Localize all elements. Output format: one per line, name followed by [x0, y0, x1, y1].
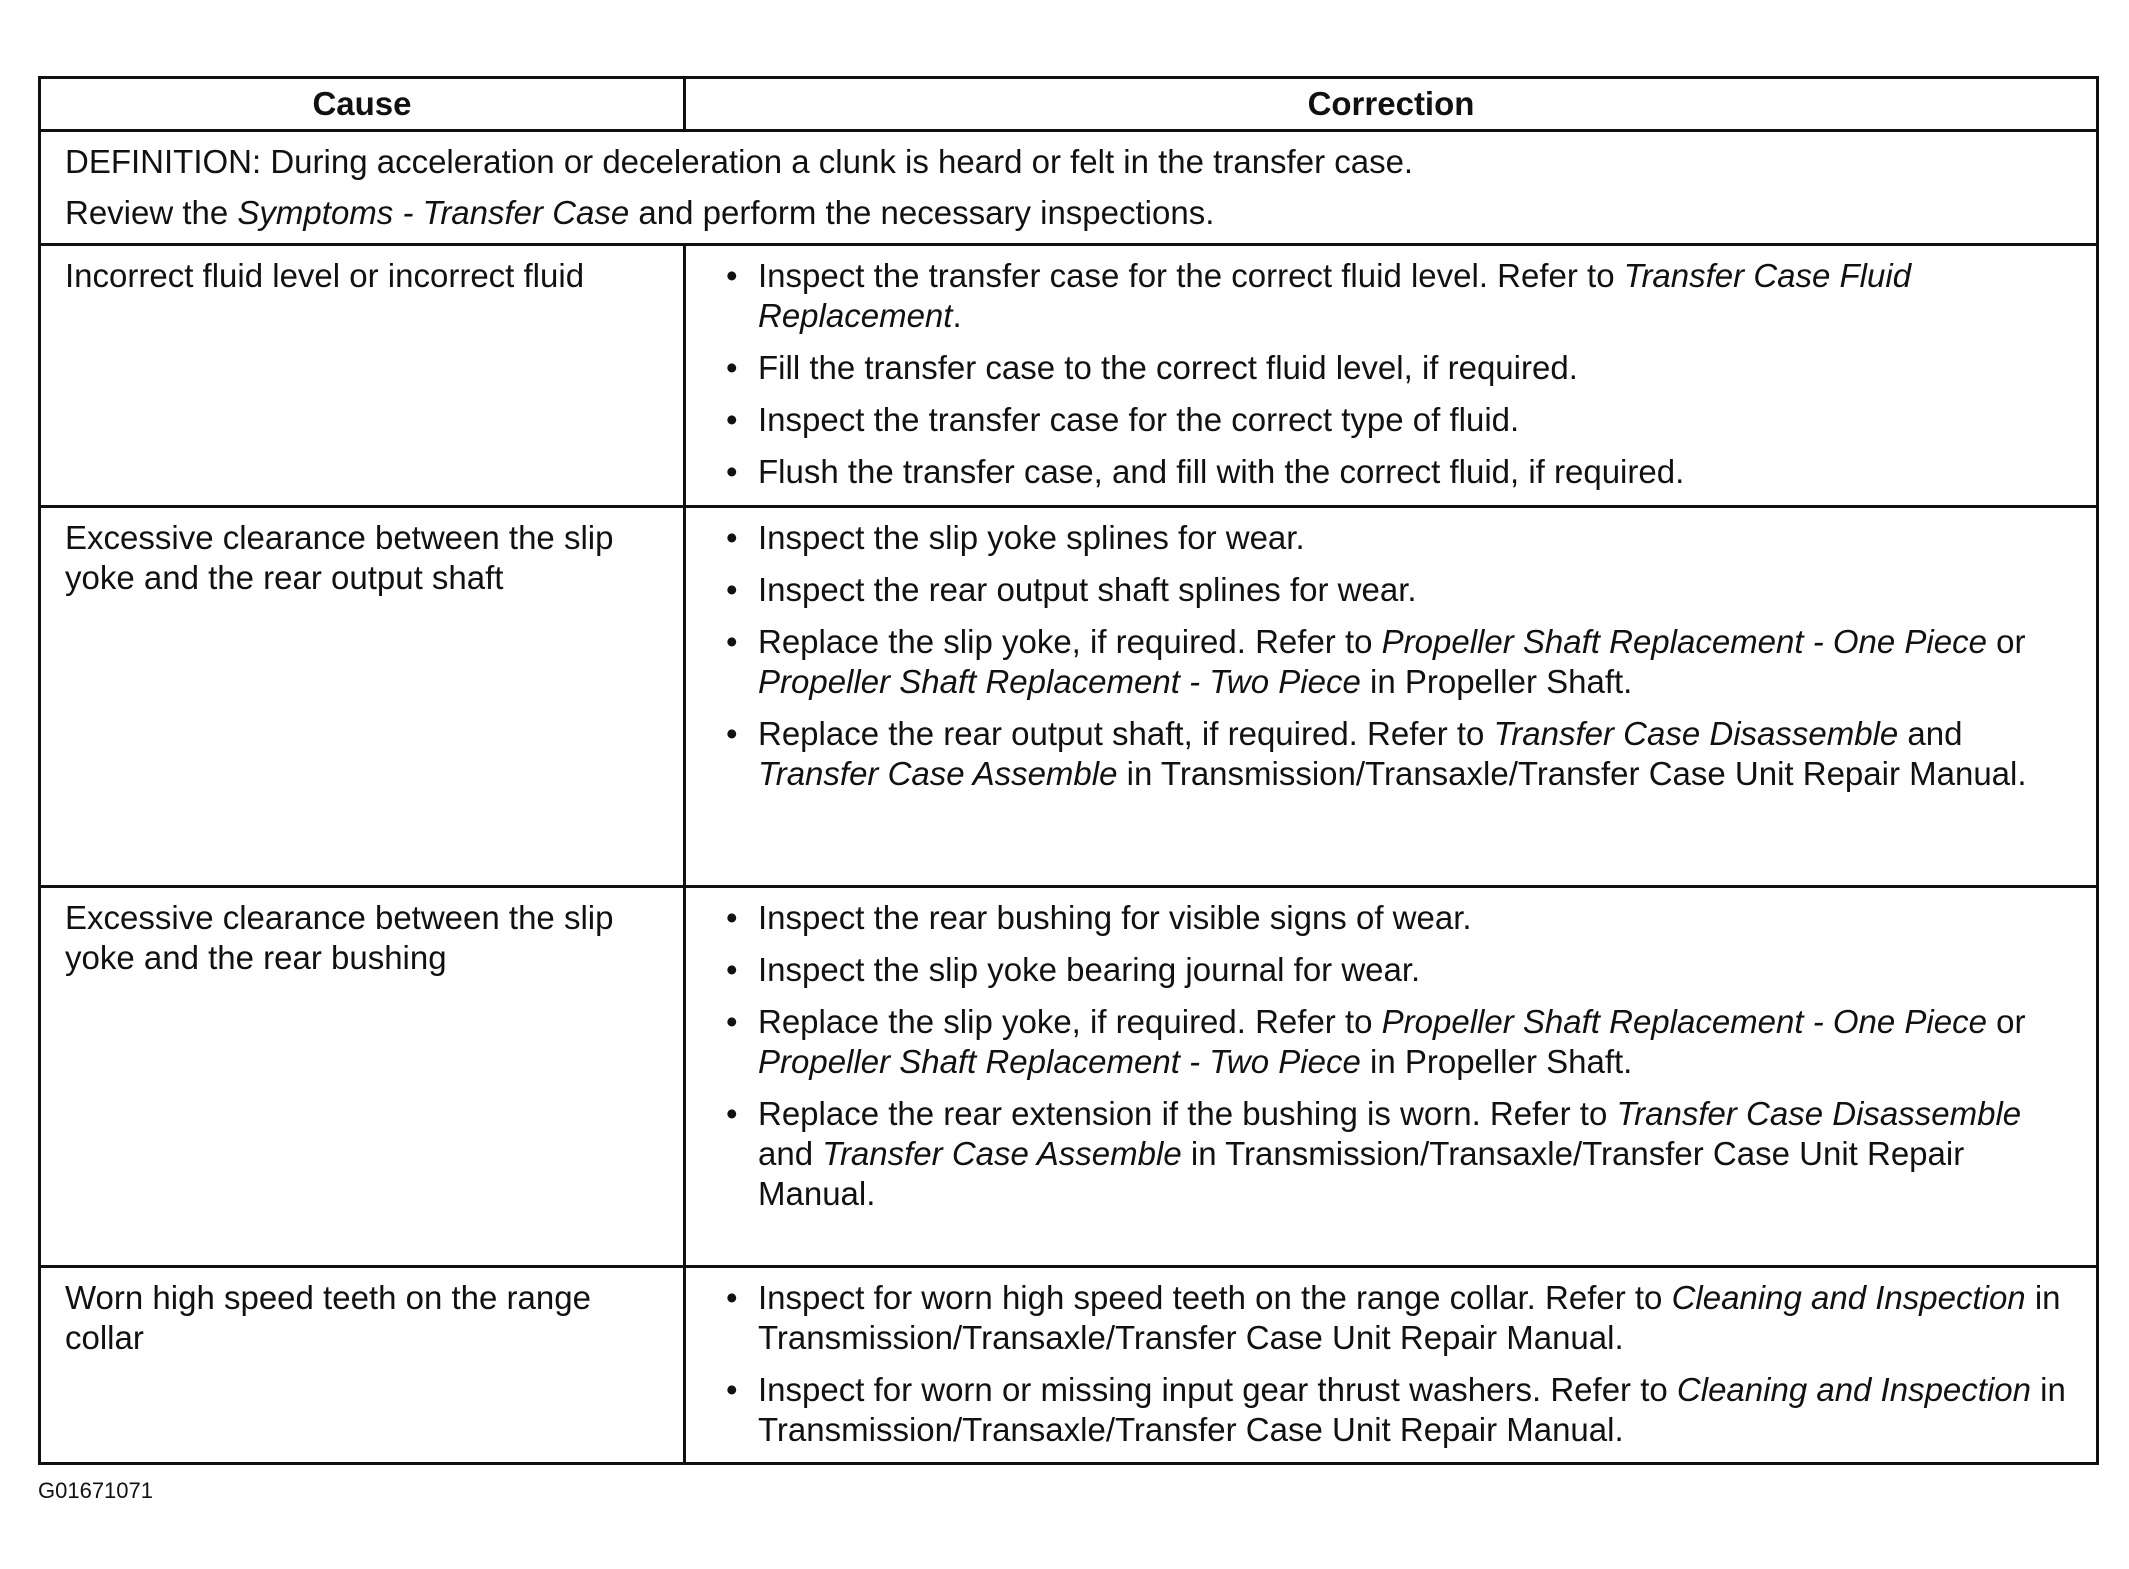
- correction-text: in Transmission/Transaxle/Transfer Case Unit Repair Manual.: [758, 1371, 2066, 1448]
- correction-text: or: [1986, 1003, 2026, 1040]
- correction-text: Fill the transfer case to the correct fluid level, if required.: [758, 349, 1578, 386]
- cause-cell: Excessive clearance between the slip yoke and the rear bushing: [40, 887, 685, 1267]
- correction-text: Inspect the slip yoke splines for wear.: [758, 519, 1305, 556]
- correction-item: [726, 1278, 2076, 1358]
- reference-link: Transfer Case Disassemble: [1616, 1095, 2022, 1132]
- header-row: [40, 78, 2098, 131]
- correction-text: Replace the rear extension if the bushing is worn. Refer to: [758, 1095, 1617, 1132]
- reference-link: Transfer Case Assemble: [822, 1135, 1182, 1172]
- cause-correction-table: [38, 76, 2099, 1465]
- correction-item: [726, 570, 2076, 610]
- correction-text: Inspect the rear bushing for visible signs of wear.: [758, 899, 1472, 936]
- correction-cell: [685, 1267, 2098, 1464]
- correction-text: .: [952, 297, 962, 334]
- correction-text: in Transmission/Transaxle/Transfer Case Unit Repair Manual.: [1117, 755, 2027, 792]
- correction-text: Inspect for worn high speed teeth on the range collar. Refer to: [758, 1279, 1672, 1316]
- reference-link: Cleaning and Inspection: [1671, 1279, 2026, 1316]
- symptoms-link: Symptoms - Transfer Case: [237, 194, 630, 231]
- correction-text: Replace the slip yoke, if required. Refer to: [758, 623, 1382, 660]
- correction-text: and: [1898, 715, 1963, 752]
- correction-item: [726, 518, 2076, 558]
- correction-text: Flush the transfer case, and fill with the correct fluid, if required.: [758, 453, 1685, 490]
- correction-text: in Transmission/Transaxle/Transfer Case Unit Repair Manual.: [758, 1279, 2061, 1356]
- definition-row: [40, 131, 2098, 245]
- reference-link: Transfer Case Fluid Replacement: [758, 257, 1912, 334]
- correction-text: Inspect the transfer case for the correct fluid level. Refer to: [758, 257, 1624, 294]
- reference-link: Cleaning and Inspection: [1676, 1371, 2031, 1408]
- correction-list: [726, 898, 2076, 1214]
- correction-text: Inspect for worn or missing input gear thrust washers. Refer to: [758, 1371, 1677, 1408]
- correction-text: Replace the slip yoke, if required. Refer to: [758, 1003, 1382, 1040]
- correction-item: [726, 714, 2076, 794]
- table-row: [40, 1267, 2098, 1464]
- header-correction: Correction: [685, 78, 2098, 131]
- reference-link: Propeller Shaft Replacement - One Piece: [1381, 1003, 1987, 1040]
- reference-link: Transfer Case Disassemble: [1493, 715, 1899, 752]
- definition-text: DEFINITION: During acceleration or deceleration a clunk is heard or felt in the transfer case.: [65, 143, 1414, 180]
- reference-link: Transfer Case Assemble: [758, 755, 1118, 792]
- correction-text: Inspect the rear output shaft splines for wear.: [758, 571, 1417, 608]
- correction-text: in Propeller Shaft.: [1360, 1043, 1633, 1080]
- figure-id: G01671071: [38, 1478, 153, 1503]
- correction-cell: [685, 507, 2098, 887]
- cause-cell: Worn high speed teeth on the range collar: [40, 1267, 685, 1464]
- correction-item: [726, 400, 2076, 440]
- correction-list: [726, 1278, 2076, 1450]
- table-row: [40, 887, 2098, 1267]
- correction-item: [726, 452, 2076, 492]
- review-prefix: Review the: [65, 194, 238, 231]
- correction-cell: [685, 245, 2098, 507]
- correction-item: [726, 1002, 2076, 1082]
- correction-item: [726, 256, 2076, 336]
- correction-text: in Transmission/Transaxle/Transfer Case Unit Repair Manual.: [758, 1135, 1965, 1212]
- table-row: [40, 245, 2098, 507]
- correction-item: [726, 898, 2076, 938]
- correction-item: [726, 950, 2076, 990]
- correction-cell: [685, 887, 2098, 1267]
- correction-text: Replace the rear output shaft, if required. Refer to: [758, 715, 1494, 752]
- review-suffix: and perform the necessary inspections.: [629, 194, 1215, 231]
- correction-item: [726, 1370, 2076, 1450]
- correction-item: [726, 348, 2076, 388]
- correction-text: and: [758, 1135, 823, 1172]
- correction-text: or: [1986, 623, 2026, 660]
- correction-text: Inspect the transfer case for the correct type of fluid.: [758, 401, 1520, 438]
- table-row: [40, 507, 2098, 887]
- correction-text: in Propeller Shaft.: [1360, 663, 1633, 700]
- correction-list: [726, 256, 2076, 492]
- definition-cell: [40, 131, 2098, 245]
- correction-text: Inspect the slip yoke bearing journal for wear.: [758, 951, 1421, 988]
- reference-link: Propeller Shaft Replacement - Two Piece: [758, 663, 1361, 700]
- review-text: [65, 187, 2072, 238]
- correction-item: [726, 1094, 2076, 1214]
- header-cause: Cause: [40, 78, 685, 131]
- correction-item: [726, 622, 2076, 702]
- cause-cell: Incorrect fluid level or incorrect fluid: [40, 245, 685, 507]
- cause-cell: Excessive clearance between the slip yoke and the rear output shaft: [40, 507, 685, 887]
- correction-list: [726, 518, 2076, 794]
- reference-link: Propeller Shaft Replacement - Two Piece: [758, 1043, 1361, 1080]
- reference-link: Propeller Shaft Replacement - One Piece: [1381, 623, 1987, 660]
